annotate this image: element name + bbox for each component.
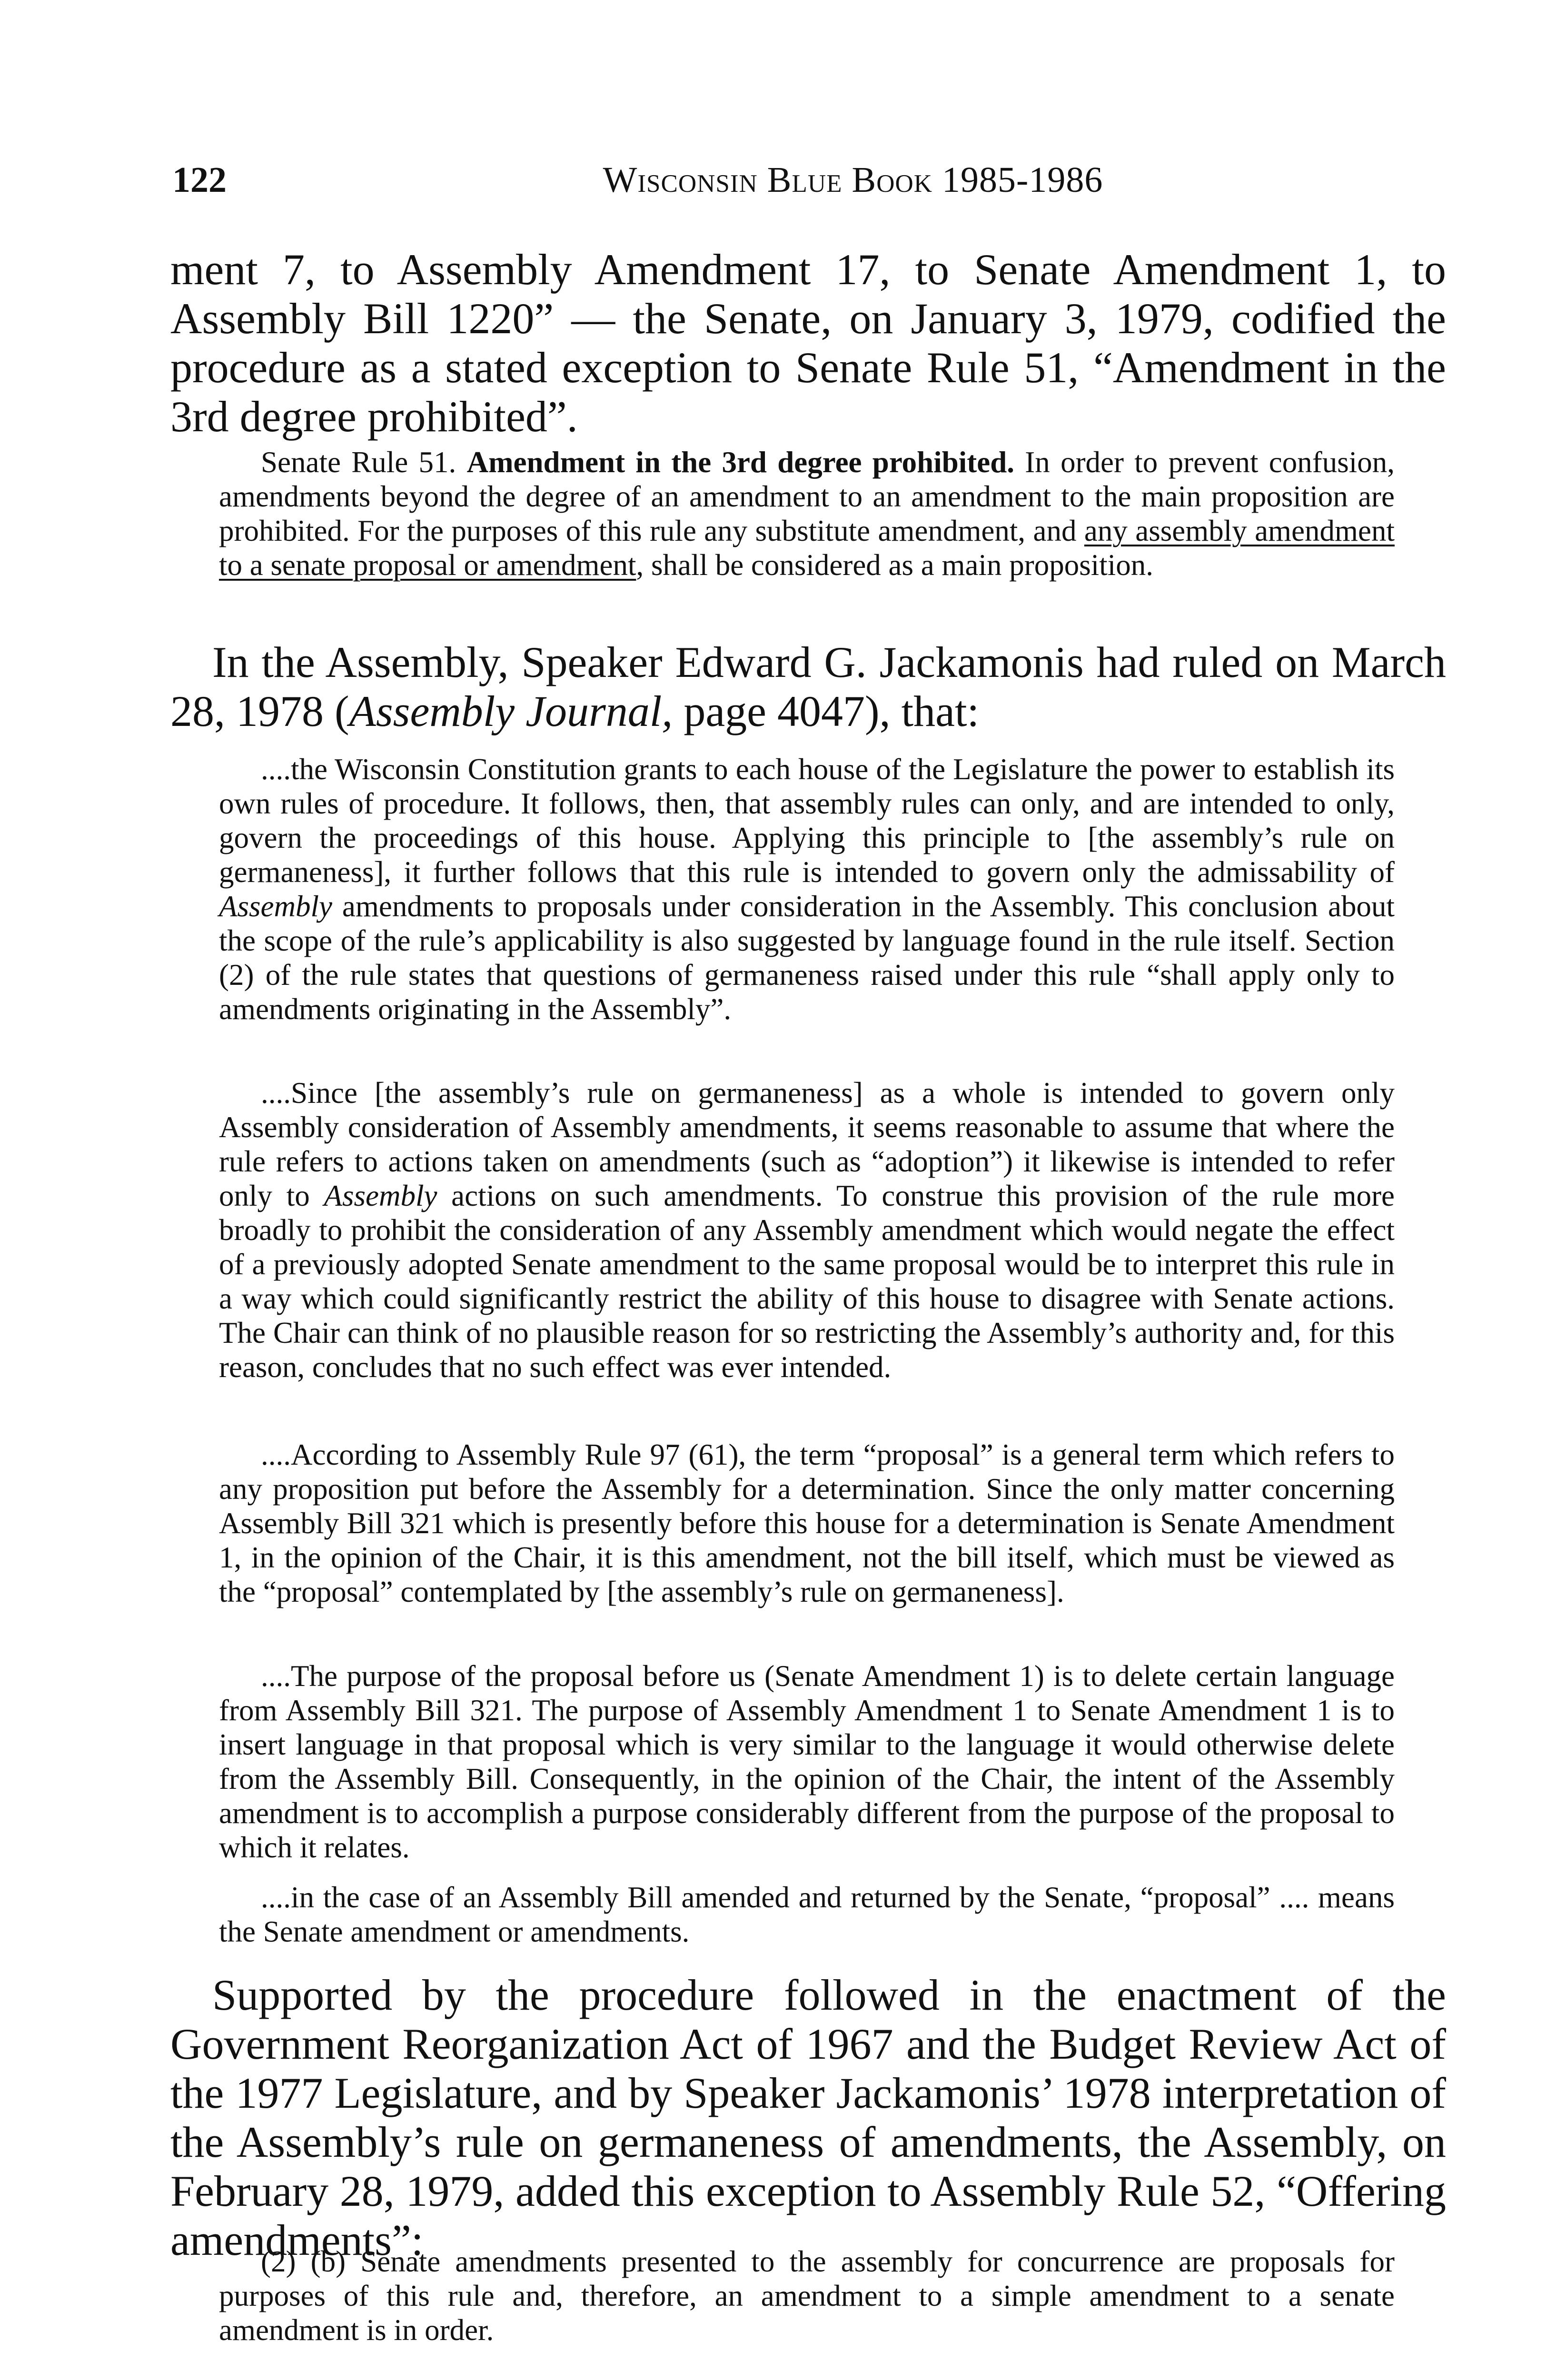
page-header (172, 159, 1448, 202)
citation-journal: Assembly Journal, (349, 687, 673, 735)
rule-51-text: In order to prevent confusion, amendments beyond the degree of an amendment to an amendment to the main proposition are prohibited. For the purposes of this rule any substitute amendment, and (219, 446, 1395, 547)
rule-51-title: Amendment in the 3rd degree prohibited. (466, 446, 1014, 479)
rule-51-lead: Senate Rule 51. (261, 446, 456, 479)
quote-paragraph-5: ....in the case of an Assembly Bill amended and returned by the Senate, “proposal” .... means the Senate amendment or amendments. (219, 1881, 1395, 1948)
paragraph-supported: Supported by the procedure followed in the enactment of the Government Reorganization Act of 1967 and the Budget Review Act of the 1977 Legislature, and by Speaker Jackamonis’ 1978 interpretation of the Assembly’s rule on germaneness of amendments, the Assembly, on February 28, 1979, added this exception to Assembly Rule 52, “Offering amendments”: (170, 1971, 1446, 2264)
quote-paragraph-2: ....Since [the assembly’s rule on germaneness] as a whole is intended to govern only Assembly consideration of Assembly amendments, it seems reasonable to assume that where the rule refers to actions taken on amendments (such as “adoption”) it likewise is intended to refer only to Assembly actions on such amendments. To construe this provision of the rule more broadly to prohibit the consideration of any Assembly amendment which would negate the effect of a previously adopted Senate amendment to the same proposal would be to interpret this rule in a way which could significantly restrict the ability of this house to disagree with Senate actions. The Chair can think of no plausible reason for so restricting the Assembly’s authority and, for this reason, concludes that no such effect was ever intended. (219, 1076, 1395, 1384)
rule-51-underlined: any assembly amendment to a senate proposal or amendment (219, 514, 1395, 582)
page-number: 122 (172, 160, 227, 200)
rule-51-text-end: , shall be considered as a main proposition. (636, 548, 1153, 582)
paragraph-continuation: ment 7, to Assembly Amendment 17, to Senate Amendment 1, to Assembly Bill 1220” — the Senate, on January 3, 1979, codified the procedure as a stated exception to Senate Rule 51, “Amendment in the 3rd degree prohibited”. (170, 245, 1446, 441)
quote-paragraph-4: ....The purpose of the proposal before us (Senate Amendment 1) is to delete certain language from Assembly Bill 321. The purpose of Assembly Amendment 1 to Senate Amendment 1 is to insert language in that proposal which is very similar to the language it would otherwise delete from the Assembly Bill. Consequently, in the opinion of the Chair, the intent of the Assembly amendment is to accomplish a purpose considerably different from the purpose of the proposal to which it relates. (219, 1659, 1395, 1864)
running-head: Wisconsin Blue Book 1985-1986 (603, 160, 1103, 200)
quote-paragraph-1: ....the Wisconsin Constitution grants to each house of the Legislature the power to establish its own rules of procedure. It follows, then, that assembly rules can only, and are intended to only, govern the proceedings of this house. Applying this principle to [the assembly’s rule on germaneness], it further follows that this rule is intended to govern only the admissability of Assembly amendments to proposals under consideration in the Assembly. This conclusion about the scope of the rule’s applicability is also suggested by language found in the rule itself. Section (2) of the rule states that questions of germaneness raised under this rule “shall apply only to amendments originating in the Assembly”. (219, 753, 1395, 1026)
senate-rule-51 (219, 445, 1395, 582)
paragraph-speaker-ruling: In the Assembly, Speaker Edward G. Jackamonis had ruled on March 28, 1978 (Assembly Journal, page 4047), that: (170, 638, 1446, 735)
quote-paragraph-3: ....According to Assembly Rule 97 (61), the term “proposal” is a general term which refers to any proposition put before the Assembly for a determination. Since the only matter concerning Assembly Bill 321 which is presently before this house for a determination is Senate Amendment 1, in the opinion of the Chair, it is this amendment, not the bill itself, which must be viewed as the “proposal” contemplated by [the assembly’s rule on germaneness]. (219, 1438, 1395, 1608)
assembly-rule-52: (2) (b) Senate amendments presented to the assembly for concurrence are proposals for purposes of this rule and, therefore, an amendment to a simple amendment to a senate amendment is in order. (219, 2245, 1395, 2347)
